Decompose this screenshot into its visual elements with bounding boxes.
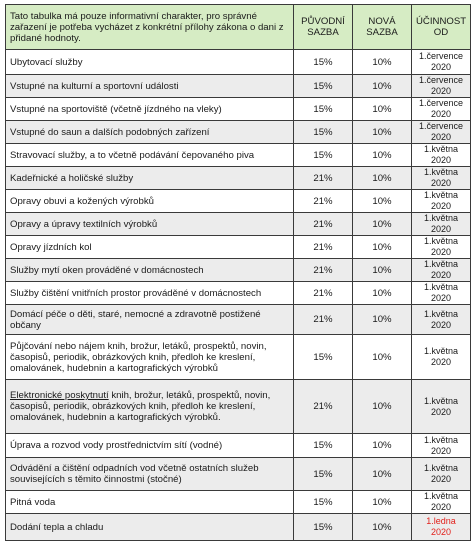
table-row [6, 305, 471, 335]
original-rate: 15% [294, 458, 353, 491]
service-name: Domácí péče o děti, staré, nemocné a zdravotně postižené občany [6, 305, 294, 335]
table-row [6, 491, 471, 514]
table-row [6, 144, 471, 167]
table-row [6, 75, 471, 98]
header-new-rate: NOVÁ SAZBA [353, 5, 412, 50]
new-rate: 10% [353, 514, 412, 541]
service-name-rest: knih, brožur, letáků, prospektů, novin, časopisů, periodik, obrázkových knih, předloh ke kreslení, omalovánek, hudebnin a kartografických výrobků. [10, 390, 271, 423]
new-rate: 10% [353, 144, 412, 167]
table-row [6, 458, 471, 491]
table-row [6, 213, 471, 236]
effective-date: 1.května 2020 [412, 213, 471, 236]
new-rate: 10% [353, 213, 412, 236]
table-row [6, 282, 471, 305]
effective-date: 1.května 2020 [412, 335, 471, 380]
service-name: Vstupné do saun a dalších podobných zařízení [6, 121, 294, 144]
effective-date: 1.července 2020 [412, 50, 471, 75]
vat-rate-table [5, 4, 471, 541]
original-rate: 21% [294, 167, 353, 190]
new-rate: 10% [353, 50, 412, 75]
service-name: Stravovací služby, a to včetně podávání čepovaného piva [6, 144, 294, 167]
service-name: Kadeřnické a holičské služby [6, 167, 294, 190]
original-rate: 21% [294, 380, 353, 434]
new-rate: 10% [353, 335, 412, 380]
original-rate: 21% [294, 305, 353, 335]
effective-date: 1.května 2020 [412, 190, 471, 213]
original-rate: 15% [294, 491, 353, 514]
new-rate: 10% [353, 458, 412, 491]
new-rate: 10% [353, 305, 412, 335]
original-rate: 15% [294, 50, 353, 75]
table-row [6, 98, 471, 121]
original-rate: 15% [294, 335, 353, 380]
effective-date: 1.července 2020 [412, 98, 471, 121]
table-row [6, 190, 471, 213]
service-name: Ubytovací služby [6, 50, 294, 75]
service-name: Úprava a rozvod vody prostřednictvím sítí (vodné) [6, 434, 294, 458]
original-rate: 15% [294, 434, 353, 458]
service-name: Opravy obuvi a kožených výrobků [6, 190, 294, 213]
original-rate: 21% [294, 236, 353, 259]
effective-date: 1.května 2020 [412, 434, 471, 458]
table-row [6, 514, 471, 541]
service-name: Pitná voda [6, 491, 294, 514]
service-name: Opravy jízdních kol [6, 236, 294, 259]
effective-date: 1.května 2020 [412, 458, 471, 491]
new-rate: 10% [353, 98, 412, 121]
original-rate: 15% [294, 514, 353, 541]
header-effective-date: ÚČINNOST OD [412, 5, 471, 50]
header-description: Tato tabulka má pouze informativní charakter, pro správné zařazení je potřeba vycházet z konkrétní přílohy zákona o dani z přidané hodnoty. [6, 5, 294, 50]
effective-date: 1.května 2020 [412, 491, 471, 514]
header-original-rate: PŮVODNÍ SAZBA [294, 5, 353, 50]
table-row [6, 121, 471, 144]
effective-date: 1.května 2020 [412, 167, 471, 190]
effective-date: 1.července 2020 [412, 75, 471, 98]
service-name: Služby čištění vnitřních prostor prováděné v domácnostech [6, 282, 294, 305]
service-name: Půjčování nebo nájem knih, brožur, letáků, prospektů, novin, časopisů, periodik, obrázkových knih, předloh ke kreslení, omalovánek, hudebnin a kartografických výrobků [6, 335, 294, 380]
service-name: Odvádění a čištění odpadních vod včetně ostatních služeb souvisejících s těmito činnostmi (stočné) [6, 458, 294, 491]
table-row [6, 259, 471, 282]
new-rate: 10% [353, 282, 412, 305]
new-rate: 10% [353, 434, 412, 458]
effective-date: 1.května 2020 [412, 144, 471, 167]
effective-date: 1.května 2020 [412, 305, 471, 335]
original-rate: 21% [294, 213, 353, 236]
service-name: Vstupné na sportoviště (včetně jízdného na vleky) [6, 98, 294, 121]
service-name [6, 380, 294, 434]
service-name: Vstupné na kulturní a sportovní události [6, 75, 294, 98]
service-name-underlined: Elektronické poskytnutí [10, 390, 109, 401]
original-rate: 15% [294, 75, 353, 98]
original-rate: 15% [294, 144, 353, 167]
table-row [6, 50, 471, 75]
original-rate: 21% [294, 190, 353, 213]
table-row [6, 335, 471, 380]
effective-date: 1.května 2020 [412, 282, 471, 305]
original-rate: 21% [294, 259, 353, 282]
effective-date: 1.července 2020 [412, 121, 471, 144]
table-row [6, 236, 471, 259]
service-name: Dodání tepla a chladu [6, 514, 294, 541]
table-row [6, 434, 471, 458]
effective-date: 1.května 2020 [412, 259, 471, 282]
new-rate: 10% [353, 491, 412, 514]
effective-date: 1.května 2020 [412, 236, 471, 259]
service-name: Služby mytí oken prováděné v domácnostech [6, 259, 294, 282]
original-rate: 15% [294, 98, 353, 121]
table-row [6, 167, 471, 190]
original-rate: 15% [294, 121, 353, 144]
new-rate: 10% [353, 167, 412, 190]
effective-date: 1.května 2020 [412, 380, 471, 434]
header-row [6, 5, 471, 50]
new-rate: 10% [353, 236, 412, 259]
new-rate: 10% [353, 75, 412, 98]
new-rate: 10% [353, 190, 412, 213]
new-rate: 10% [353, 121, 412, 144]
effective-date: 1.ledna 2020 [412, 514, 471, 541]
original-rate: 21% [294, 282, 353, 305]
table-row [6, 380, 471, 434]
new-rate: 10% [353, 380, 412, 434]
service-name: Opravy a úpravy textilních výrobků [6, 213, 294, 236]
new-rate: 10% [353, 259, 412, 282]
